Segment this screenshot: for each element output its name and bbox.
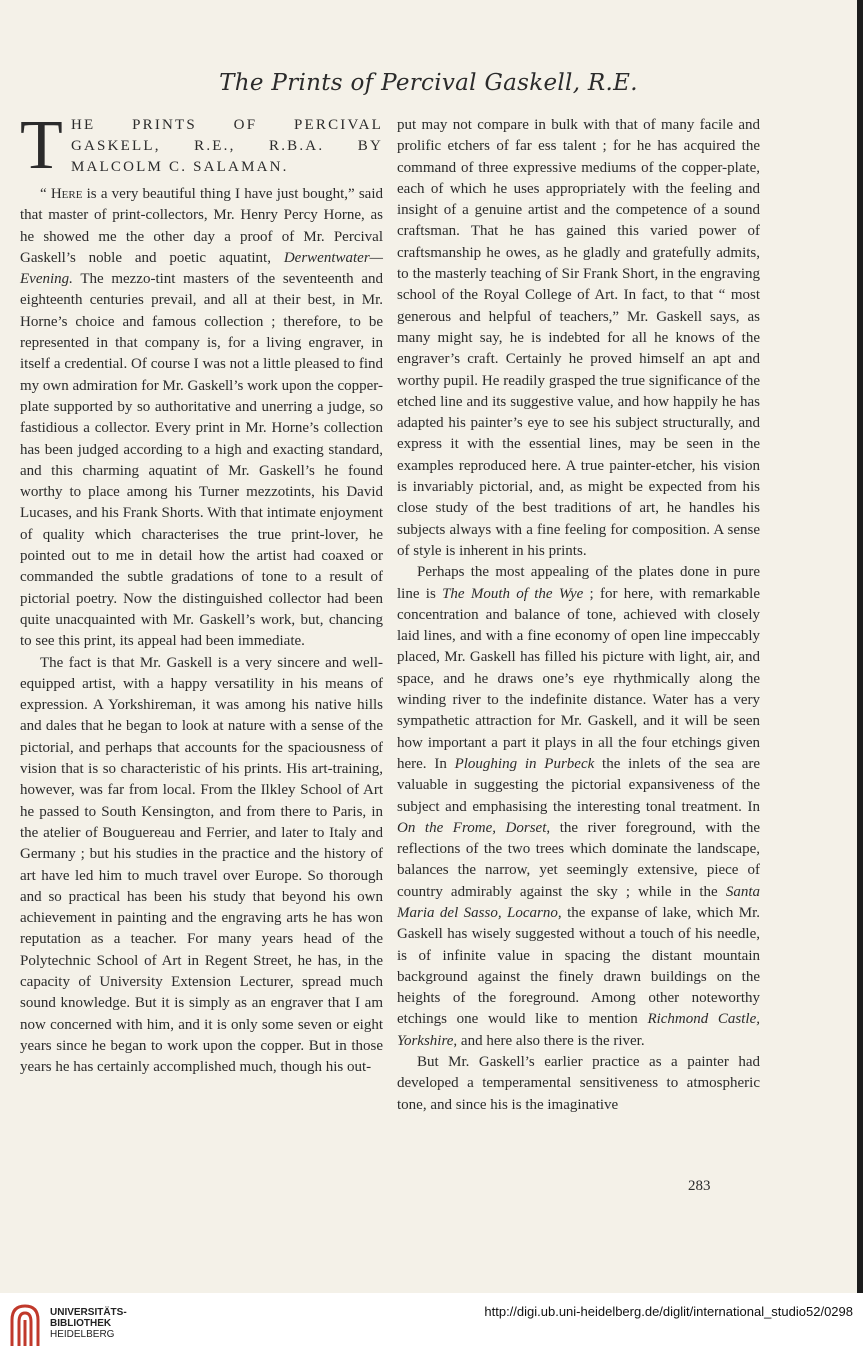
work-title: Santa Maria del Sasso, Locarno [397, 883, 760, 921]
work-title: Derwentwater—Evening. [20, 249, 383, 288]
work-title: Richmond Castle, Yorkshire [397, 1011, 761, 1049]
footer-bar [0, 1293, 863, 1357]
library-logo-icon[interactable] [8, 1300, 42, 1348]
article-heading [20, 107, 383, 184]
institution-name: UNIVERSITÄTS- BIBLIOTHEK HEIDELBERG [50, 1307, 127, 1340]
paragraph: But Mr. Gaskell’s earlier practice as a painter had developed a temperamental sensitiveness to atmospheric tone, and since his is the imaginative [397, 1054, 760, 1113]
paragraph: Perhaps the most appealing of the plates done in pure line is The Mouth of the Wye ; for here, with remarkable concentration and balance of tone, achieved with closely laid lines, and with a fine economy of open line impeccably placed, Mr. Gaskell has filled his picture with light, air, and space, and he draws one’s eye rhythmically along the winding river to the indefinite distance. Water has a very sympathetic attraction for Mr. Gaskell, and it will be seen how important a part it plays in all the four etchings given here. In Ploughing in Purbeck the inlets of the sea are valuable in suggesting the pictorial expansiveness of the subject and emphasising the interesting tonal treatment. In On the Frome, Dorset, the river foreground, with the reflections of the two trees which dominate the landscape, balances the narrow, yet seemingly extensive, piece of country admirably against the sky ; while in the Santa Maria del Sasso, Locarno, the expanse of lake, which Mr. Gaskell has wisely suggested without a touch of his needle, is of infinite value in spacing the distant mountain background against the finely drawn buildings on the heights of the foreground. Among other noteworthy etchings one would like to mention Richmond Castle, Yorkshire, and here also there is the river. [397, 564, 761, 1049]
article-heading-text: HE PRINTS OF PERCIVAL GASKELL, R.E., R.B.A. BY MALCOLM C. SALAMAN. [70, 117, 383, 175]
paragraph: “ Here is a very beautiful thing I have just bought,” said that master of print-collectors, Mr. Henry Percy Horne, as he showed me the other day a proof of Mr. Percival Gaskell’s noble and poetic aquatint, Derwentwater—Evening. The mezzo-tint masters of the seventeenth and eighteenth centuries prevail, and all at their best, in Mr. Horne’s choice and famous collection ; therefore, to be represented in that company is, for a living engraver, in itself a credential. Of course I was not a little pleased to find my own admiration for Mr. Gaskell’s work upon the copper-plate supported by so authoritative and unerring a judge, so fastidious a collector. Every print in Mr. Horne’s collection has been judged according to a high and exacting standard, and this charming aquatint of Mr. Gaskell’s he found worthy to place among his Turner mezzotints, his David Lucases, and his Frank Shorts. With that intimate enjoyment of quality which characterises the true print-lover, he pointed out to me in detail how the artist had coaxed or commanded the subtle gradations of tone to a result of pictorial poetry. Now the distinguished collector had been quite unacquainted with Mr. Gaskell’s work, but, chancing to see this print, its appeal had been immediate. [20, 186, 383, 650]
page-title: The Prints of Percival Gaskell, R.E. [219, 70, 638, 96]
source-url-link[interactable]: http://digi.ub.uni-heidelberg.de/diglit/international_studio52/0298 [484, 1304, 853, 1319]
page-edge [857, 0, 863, 1293]
left-column [20, 107, 383, 1078]
page-number: 283 [688, 1178, 711, 1194]
work-title: On the Frome, Dorset [397, 819, 547, 836]
drop-cap: T [20, 107, 65, 184]
work-title: Ploughing in Purbeck [454, 755, 595, 772]
work-title: The Mouth of the Wye [442, 585, 584, 602]
paragraph-lead: “ Here [40, 186, 83, 202]
paragraph: The fact is that Mr. Gaskell is a very sincere and well-equipped artist, with a happy versatility in his means of expression. A Yorkshireman, it was among his native hills and dales that he began to look at nature with a sense of the pictorial, and perhaps that accounts for the spaciousness of vision that is so characteristic of his prints. His art-training, however, was far from local. From the Ilkley School of Art he passed to South Kensington, and from there to Paris, in the atelier of Bouguereau and Ferrier, and later to Italy and Germany ; but his studies in the practice and the history of art have led him to much travel over Europe. So thorough and so practical has been his study that beyond his own achievement in painting and the engraving arts he has won reputation as a teacher. For many years head of the Polytechnic School of Art in Regent Street, he has, in the capacity of University Extension Lecturer, spread much sound knowledge. But it is simply as an engraver that I am now concerned with him, and it is only some seven or eight years since he began to work upon the copper. But in those years he has certainly accomplished much, though his out- [20, 654, 383, 1076]
right-column [397, 115, 760, 1116]
paragraph: put may not compare in bulk with that of many facile and prolific etchers of far ess talent ; for he has acquired the command of three expressive mediums of the copper-plate, each of which he uses appropriately with the feeling and insight of a genuine artist and the competence of a sound craftsman. That he has gained this varied power of craftsmanship he owes, as he gladly and gratefully admits, to the masterly teaching of Sir Frank Short, in the engraving school of the Royal College of Art. In fact, to that “ most generous and helpful of teachers,” Mr. Gaskell says, as many might say, he is indebted for all he knows of the engraver’s craft. Certainly he proved himself an apt and worthy pupil. He readily grasped the true significance of the etched line and its suggestive value, and how happily he has adapted his painter’s eye to see his subject structurally, and express it with the essential lines, may be seen in the examples reproduced here. A true painter-etcher, his vision is invariably pictorial, and, as might be expected from his close study of the best traditions of art, he handles his subjects always with a fine feeling for composition. A sense of style is inherent in his prints. [397, 117, 760, 559]
